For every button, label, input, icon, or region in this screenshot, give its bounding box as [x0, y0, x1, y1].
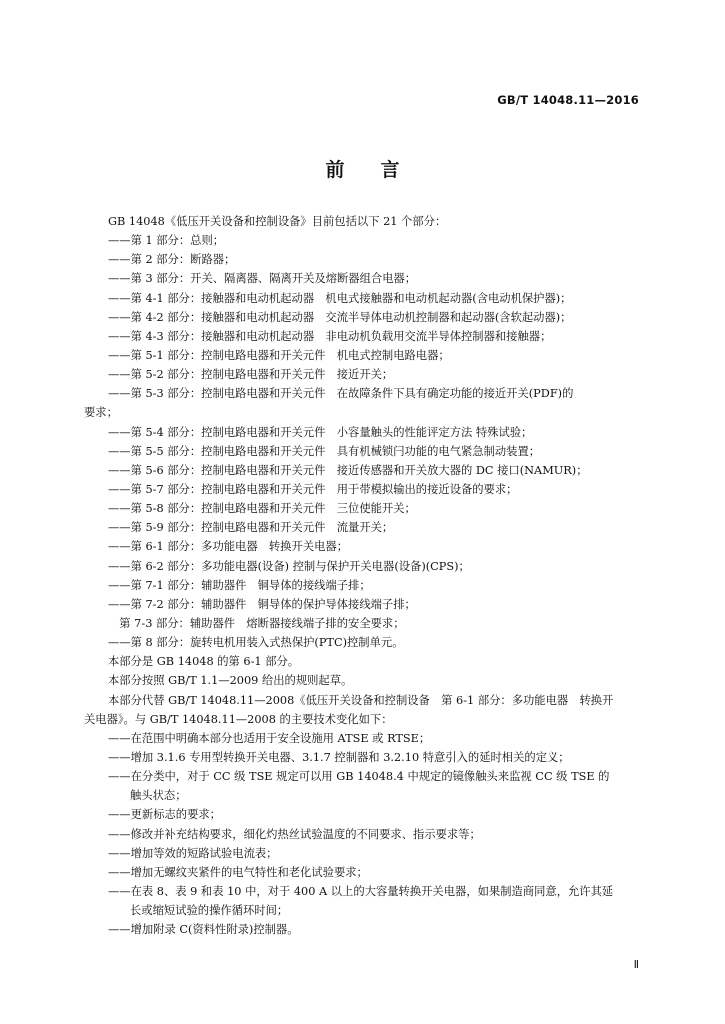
text-line: GB 14048《低压开关设备和控制设备》目前包括以下 21 个部分：	[108, 215, 447, 228]
text-line: ——第 4-1 部分：接触器和电动机起动器 机电式接触器和电动机起动器(含电动机保护器)；	[108, 291, 572, 305]
text-line: ——第 2 部分：断路器；	[108, 253, 236, 267]
text-line: 关电器》。与 GB/T 14048.11—2008 的主要技术变化如下：	[84, 712, 393, 726]
page-title	[0, 155, 725, 182]
title-char-1: 前	[325, 159, 345, 181]
text-line: ——第 5-8 部分：控制电路电器和开关元件 三位使能开关；	[108, 502, 416, 516]
text-line: ——第 5-4 部分：控制电路电器和开关元件 小容量触头的性能评定方法 特殊试验；	[108, 425, 533, 439]
standard-number: GB/T 14048.11—2016	[497, 93, 639, 107]
text-line: 本部分按照 GB/T 1.1—2009 给出的规则起草。	[108, 674, 353, 688]
text-line: ——第 5-6 部分：控制电路电器和开关元件 接近传感器和开关放大器的 DC 接口(NAMUR)；	[108, 463, 588, 477]
text-line: ——更新标志的要求；	[108, 808, 221, 822]
text-line: ——第 6-2 部分：多功能电器(设备) 控制与保护开关电器(设备)(CPS)；	[108, 559, 470, 573]
text-line: ——第 7-2 部分：辅助器件 铜导体的保护导体接线端子排；	[108, 597, 416, 611]
text-line: ——第 6-1 部分：多功能电器 转换开关电器；	[108, 540, 349, 554]
text-line: ——增加无螺纹夹紧件的电气特性和老化试验要求；	[108, 865, 368, 879]
text-line: ——第 5-7 部分：控制电路电器和开关元件 用于带模拟输出的接近设备的要求；	[108, 482, 518, 496]
text-line: 要求；	[84, 406, 118, 420]
text-line: ——在表 8、表 9 和表 10 中，对于 400 A 以上的大容量转换开关电器，如果制造商同意，允许其延	[108, 884, 614, 898]
text-line: ——第 7-1 部分：辅助器件 铜导体的接线端子排；	[108, 578, 371, 592]
text-line: ——增加附录 C(资料性附录)控制器。	[108, 923, 299, 937]
text-line: 第 7-3 部分：辅助器件 熔断器接线端子排的安全要求；	[108, 616, 405, 630]
text-line: 本部分代替 GB/T 14048.11—2008《低压开关设备和控制设备 第 6-1 部分：多功能电器 转换开	[108, 693, 614, 707]
text-line: ——第 5-9 部分：控制电路电器和开关元件 流量开关；	[108, 521, 394, 535]
text-line: ——第 5-1 部分：控制电路电器和开关元件 机电式控制电路电器；	[108, 348, 450, 362]
text-line: ——第 3 部分：开关、隔离器、隔离开关及熔断器组合电器；	[108, 272, 417, 286]
foreword-body	[84, 212, 641, 939]
text-line: ——增加等效的短路试验电流表；	[108, 846, 278, 860]
text-line: ——第 8 部分：旋转电机用装入式热保护(PTC)控制单元。	[108, 636, 404, 650]
title-char-2: 言	[380, 159, 400, 181]
text-line: 本部分是 GB 14048 的第 6-1 部分。	[108, 655, 300, 669]
text-line: ——第 5-3 部分：控制电路电器和开关元件 在故障条件下具有确定功能的接近开关(PDF)的	[108, 387, 574, 401]
text-line: ——第 4-2 部分：接触器和电动机起动器 交流半导体电动机控制器和起动器(含软起动器)；	[108, 310, 572, 324]
text-line: 长或缩短试验的操作循环时间；	[130, 904, 289, 918]
text-line: ——第 1 部分：总则；	[108, 234, 225, 248]
text-line: ——在范围中明确本部分也适用于安全设施用 ATSE 或 RTSE；	[108, 731, 431, 745]
text-line: ——在分类中，对于 CC 级 TSE 规定可以用 GB 14048.4 中规定的镜像触头来监视 CC 级 TSE 的	[108, 770, 610, 784]
text-line: ——第 5-5 部分：控制电路电器和开关元件 具有机械锁闩功能的电气紧急制动装置；	[108, 444, 541, 458]
text-line: ——第 5-2 部分：控制电路电器和开关元件 接近开关；	[108, 368, 394, 382]
text-line: ——增加 3.1.6 专用型转换开关电器、3.1.7 控制器和 3.2.10 特意引入的延时相关的定义；	[108, 750, 570, 764]
page-number: Ⅱ	[633, 958, 639, 971]
text-line: ——第 4-3 部分：接触器和电动机起动器 非电动机负载用交流半导体控制器和接触器；	[108, 329, 552, 343]
text-line: 触头状态；	[130, 789, 187, 803]
text-line: ——修改并补充结构要求，细化灼热丝试验温度的不同要求、指示要求等；	[108, 827, 481, 841]
